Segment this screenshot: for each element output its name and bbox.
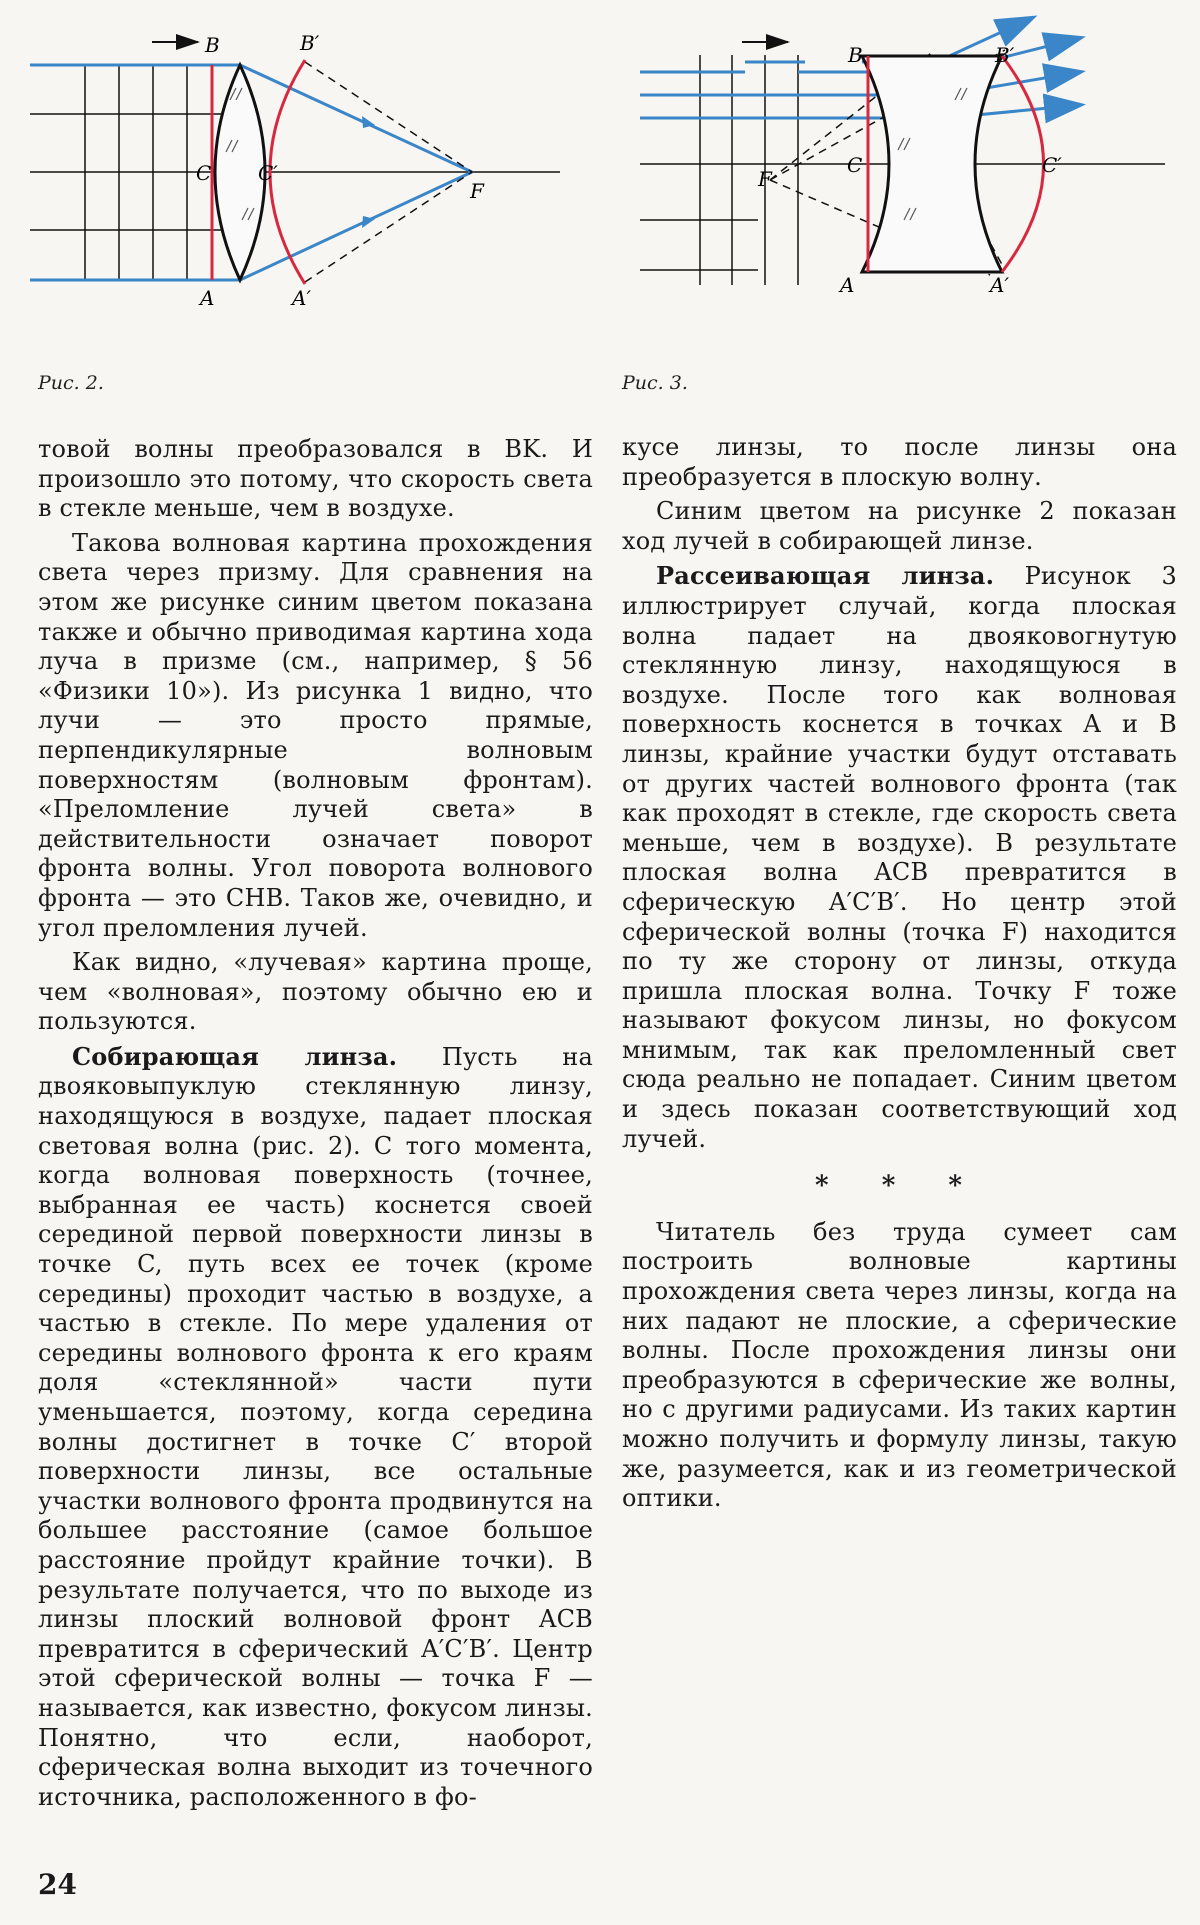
paragraph-body: Пусть на двояковыпуклую стеклянную линзу, находящуюся в воздухе, падает плоская световая волна (рис. 2). С того момента, когда волновая поверхность (точнее, выбранная ее часть) коснется своей серединой первой поверхности линзы в точке C, путь всех ее точек (кроме середины) проходит частью в воздухе, а частью в стекле. По мере удаления от середины волнового фронта к его краям доля «стеклянной» части пути уменьшается, поэтому, когда середина волны достигнет в точке C′ второй поверхности линзы, все остальные участки волнового фронта продвинутся на большее расстояние (самое большое расстояние пройдут крайние точки). В результате получается, что по выходе из линзы плоский волновой фронт ACB превратится в сферический A′C′B′. Центр этой сферической волны — точка F — называется, как известно, фокусом линзы. Понятно, что если, наоборот, сферическая волна выходит из точечного источника, расположенного в фо- <box>38 1042 593 1811</box>
label-C-prime: C′ <box>1042 153 1062 177</box>
figure-2-caption: Рис. 2. <box>38 372 104 394</box>
blue-rays <box>640 18 1080 118</box>
paragraph: кусе линзы, то после линзы она преобразуется в плоскую волну. <box>622 433 1177 491</box>
section-heading: Собирающая линза. <box>72 1041 398 1071</box>
label-B: B <box>848 43 863 67</box>
paragraph: Такова волновая картина прохождения света через призму. Для сравнения на этом же рисунке синим цветом показана также и обычно приводимая картина хода луча в призме (см., например, § 56 «Физики 10»). Из рисунка 1 видно, что лучи — это просто прямые, перпендикулярные волновым поверхностям (волновым фронтам). «Преломление лучей света» в действительности означает поворот фронта волны. Угол поворота волнового фронта — это CHB. Таков же, очевидно, и угол преломления лучей. <box>38 528 593 942</box>
paragraph-diverging-lens <box>622 561 1177 1154</box>
label-C: C <box>847 153 863 177</box>
figure-3-caption: Рис. 3. <box>622 372 688 394</box>
label-C-prime: C′ <box>258 161 278 185</box>
right-column <box>622 433 1177 1519</box>
paragraph: Читатель без труда сумеет сам построить волновые картины прохождения света через линзы, когда на них падают не плоские, а сферические волны. После прохождения линзы они преобразуются в сферические же волны, но с другими радиусами. Из таких картин можно получить и формулу линзы, такую же, разумеется, как и из геометрической оптики. <box>622 1217 1177 1513</box>
figure-3-svg <box>640 0 1180 340</box>
page-number: 24 <box>38 1868 77 1901</box>
label-B-prime: B′ <box>995 43 1015 67</box>
paragraph-converging-lens <box>38 1042 593 1812</box>
paragraph: Синим цветом на рисунке 2 показан ход лучей в собирающей линзе. <box>622 497 1177 555</box>
label-B: B <box>205 33 220 57</box>
paragraph: товой волны преобразовался в BK. И произошло это потому, что скорость света в стекле меньше, чем в воздухе. <box>38 435 593 523</box>
section-separator: * * * <box>815 1171 984 1202</box>
label-F: F <box>470 179 484 203</box>
paragraph-body: Рисунок 3 иллюстрирует случай, когда плоская волна падает на двояковогнутую стеклянную линзу, находящуюся в воздухе. После того как волновая поверхность коснется в точках A и B линзы, крайние участки будут отставать от других частей волнового фронта (так как проходят в стекле, где скорость света меньше, чем в воздухе). В результате плоская волна ACB превратится в сферическую A′C′B′. Но центр этой сферической волны (точка F) находится по ту же сторону от линзы, откуда пришла плоская волна. Точку F тоже называют фокусом линзы, но фокусом мнимым, так как преломленный свет сюда реально не попадает. Синим цветом и здесь показан соответствующий ход лучей. <box>622 562 1177 1153</box>
label-F: F <box>758 167 772 191</box>
label-A-prime: A′ <box>292 286 311 310</box>
label-B-prime: B′ <box>300 31 320 55</box>
label-A: A <box>840 273 855 297</box>
left-column <box>38 435 593 1817</box>
label-A: A <box>200 286 215 310</box>
figure-3-diverging-lens <box>640 0 1180 340</box>
paragraph: Как видно, «лучевая» картина проще, чем «волновая», поэтому обычно ею и пользуются. <box>38 948 593 1036</box>
figure-2-converging-lens <box>30 20 590 350</box>
figure-2-svg <box>30 20 590 350</box>
section-heading: Рассеивающая линза. <box>656 561 995 591</box>
label-A-prime: A′ <box>990 273 1009 297</box>
label-C: C <box>196 161 212 185</box>
